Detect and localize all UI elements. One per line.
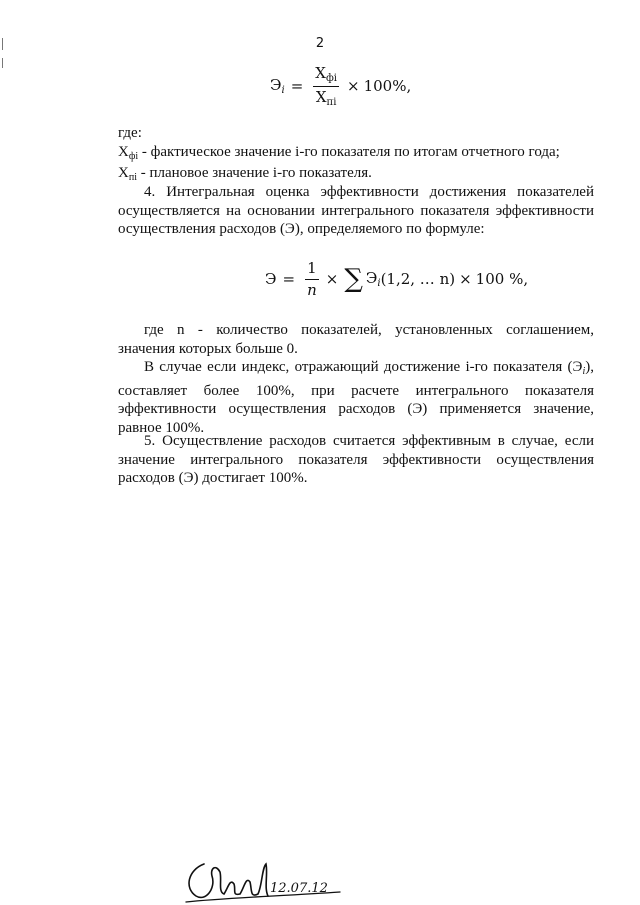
signature-date: 12.07.12 bbox=[270, 881, 328, 896]
times-sign: × bbox=[459, 270, 472, 288]
paragraph-5: 5. Осуществление расходов считается эффективным в случае, если значение интегрального показателя эффективности осуществления расходов (Э) достигает 100%. bbox=[118, 433, 594, 486]
scan-edge-mark bbox=[2, 58, 3, 68]
equals-sign: = bbox=[290, 77, 304, 95]
paragraph-cap-rule: В случае если индекс, отражающий достижение i-го показателя $(Э_i)$, составляет более 100%, при расчете интегрального показателя эффективности осуществления расходов (Э) применяется значение, равное 100%. bbox=[118, 359, 594, 436]
sum-sign: ∑ bbox=[344, 264, 363, 294]
paragraph-n-definition: где n - количество показателей, установленных соглашением, значения которых больше 0. bbox=[118, 322, 594, 357]
formula-percent: 100%, bbox=[363, 77, 412, 95]
fraction-denominator: $Х_{пi}$ bbox=[315, 87, 337, 108]
formula-lhs: $Э_i$ bbox=[270, 76, 285, 96]
definition-planned: $Х_{пi}$ - плановое значение i-го показателя. bbox=[118, 165, 372, 183]
where-label: где: bbox=[118, 125, 142, 141]
definition-actual: $Х_{фi}$ - фактическое значение i-го показателя по итогам отчетного года; bbox=[118, 144, 560, 162]
fraction bbox=[313, 65, 339, 108]
fraction-numerator: 1 bbox=[305, 260, 319, 280]
sum-args: (1,2, … n) bbox=[380, 270, 456, 288]
formula-integral-index bbox=[265, 256, 528, 302]
fraction-denominator: n bbox=[307, 280, 317, 299]
formula-efficiency-index bbox=[270, 64, 411, 108]
sum-term: $Э_i$ bbox=[365, 269, 381, 289]
times-sign: × bbox=[325, 270, 339, 288]
times-sign: × bbox=[346, 77, 360, 95]
page-number: 2 bbox=[315, 36, 325, 51]
handwritten-signature bbox=[182, 858, 342, 904]
formula-percent: 100 %, bbox=[475, 270, 529, 288]
paragraph-4: 4. Интегральная оценка эффективности достижения показателей осуществляется на основании интегрального показателя эффективности осуществления расходов (Э), определяемого по формуле: bbox=[118, 184, 594, 237]
formula-lhs: Э bbox=[265, 270, 277, 288]
equals-sign: = bbox=[282, 270, 296, 288]
fraction-numerator: $Х_{фi}$ bbox=[313, 65, 339, 87]
fraction bbox=[305, 260, 319, 298]
